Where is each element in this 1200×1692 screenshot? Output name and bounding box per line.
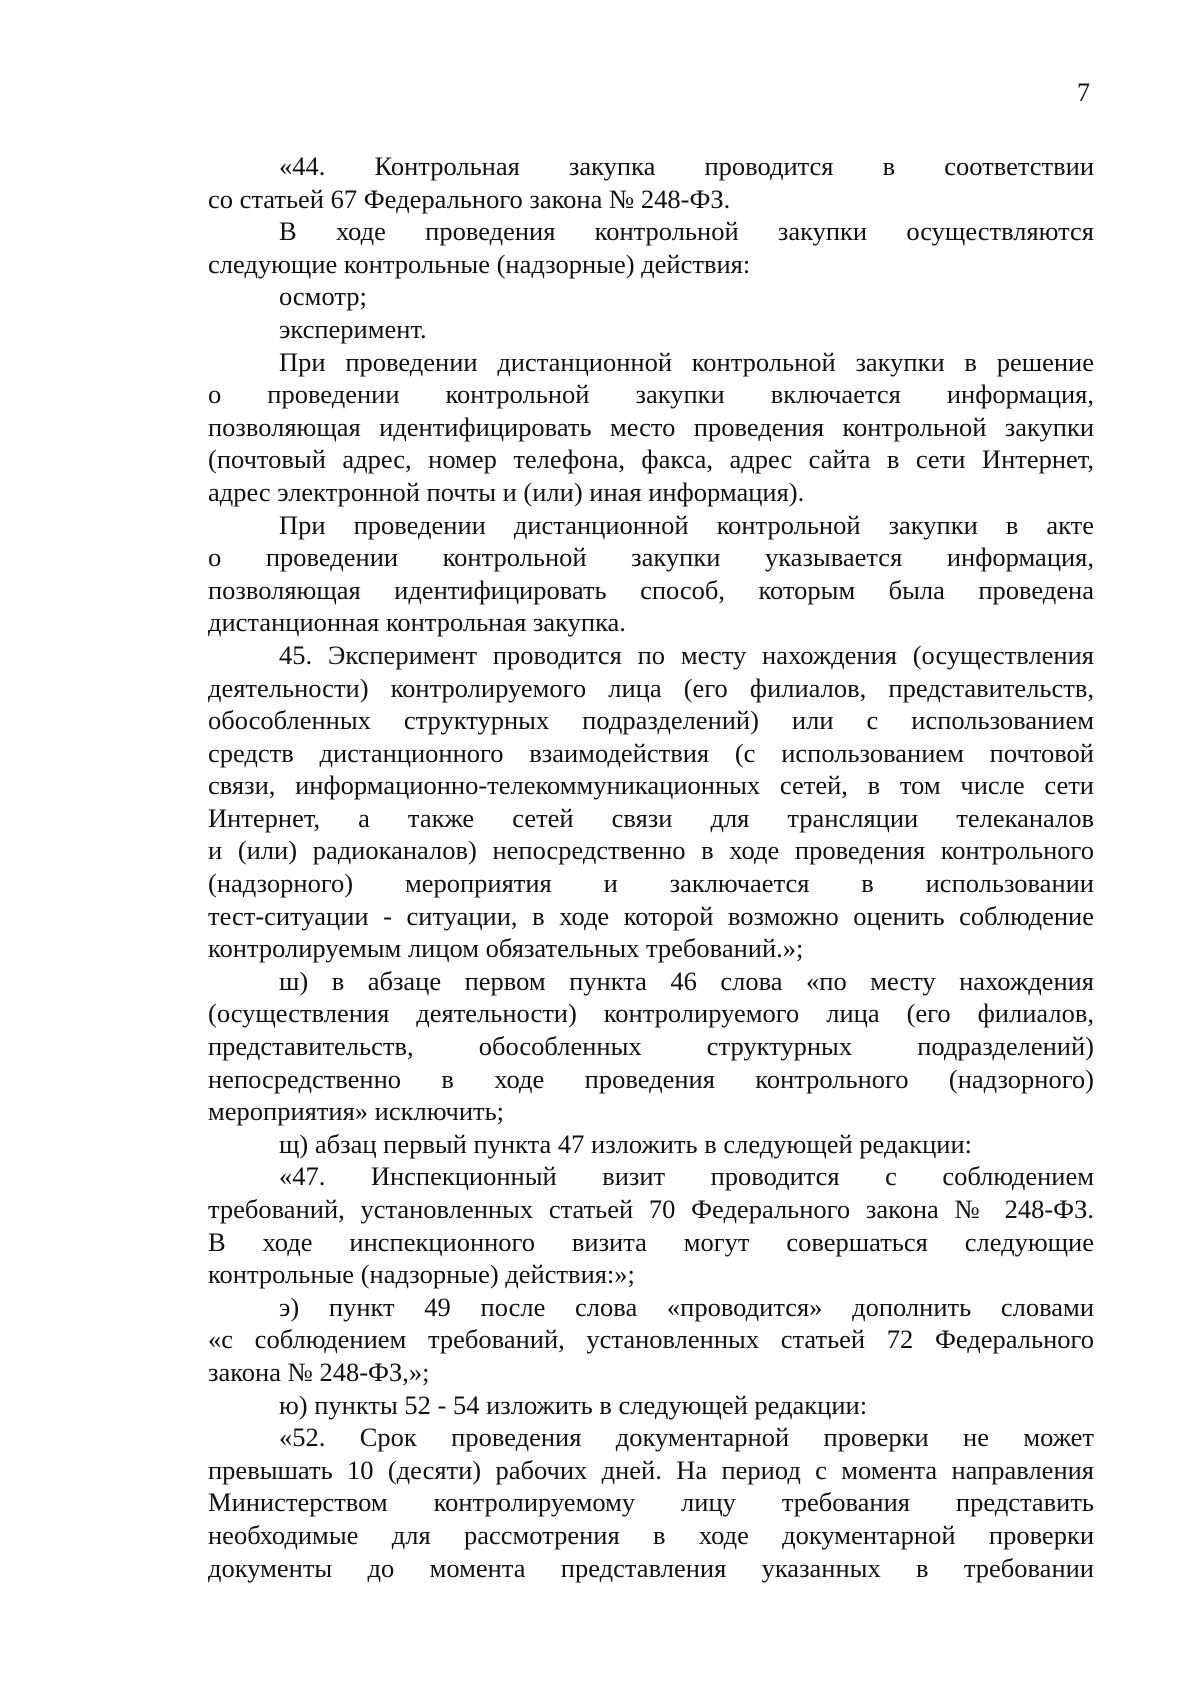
text-line: мероприятия» исключить; (208, 1096, 505, 1127)
text-line: дистанционная контрольная закупка. (208, 607, 626, 638)
text-line: о проведении контрольной закупки указывается информация, (208, 542, 1094, 573)
text-line: осмотр; (279, 281, 367, 312)
text-line: ю) пункты 52 - 54 изложить в следующей редакции: (279, 1389, 868, 1420)
text-line: э) пункт 49 после слова «проводится» дополнить словами (279, 1291, 1094, 1322)
text-line: связи, информационно-телекоммуникационных сетей, в том числе сети (208, 770, 1094, 801)
text-line: (надзорного) мероприятия и заключается в использовании (208, 868, 1094, 899)
text-line: В ходе проведения контрольной закупки осуществляются (279, 216, 1094, 247)
text-line: Министерством контролируемому лицу требования представить (208, 1487, 1094, 1518)
text-line: представительств, обособленных структурных подразделений) (208, 1031, 1094, 1062)
text-line: контролируемым лицом обязательных требований.»; (208, 933, 804, 964)
text-line: контрольные (надзорные) действия:»; (208, 1259, 635, 1290)
paragraph (208, 313, 1094, 346)
text-line: При проведении дистанционной контрольной закупки в акте (279, 509, 1094, 540)
text-line: закона № 248-ФЗ,»; (208, 1356, 430, 1387)
text-line: (осуществления деятельности) контролируемого лица (его филиалов, (208, 998, 1094, 1029)
text-line: деятельности) контролируемого лица (его филиалов, представительств, (208, 672, 1094, 703)
text-line: 45. Эксперимент проводится по месту нахождения (осуществления (279, 639, 1094, 670)
paragraph (208, 1291, 1094, 1389)
text-line: При проведении дистанционной контрольной закупки в решение (279, 346, 1094, 377)
text-line: средств дистанционного взаимодействия (с использованием почтовой (208, 737, 1094, 768)
text-line: «47. Инспекционный визит проводится с соблюдением (279, 1161, 1094, 1192)
paragraph (208, 1421, 1094, 1584)
text-line: В ходе инспекционного визита могут совершаться следующие (208, 1226, 1094, 1257)
text-line: тест-ситуации - ситуации, в ходе которой возможно оценить соблюдение (208, 900, 1094, 931)
text-line: и (или) радиоканалов) непосредственно в ходе проведения контрольного (208, 835, 1094, 866)
text-line: о проведении контрольной закупки включается информация, (208, 379, 1094, 410)
paragraph (208, 965, 1094, 1128)
paragraph (208, 1128, 1094, 1161)
paragraph (208, 280, 1094, 313)
text-line: «44. Контрольная закупка проводится в соответствии (279, 151, 1094, 181)
text-line: «52. Срок проведения документарной проверки не может (279, 1422, 1094, 1453)
text-line: следующие контрольные (надзорные) действия: (208, 248, 751, 279)
text-line: со статьей 67 Федерального закона № 248-ФЗ. (208, 183, 731, 214)
text-line: превышать 10 (десяти) рабочих дней. На период с момента направления (208, 1454, 1094, 1485)
text-line: требований, установленных статьей 70 Федерального закона № 248-ФЗ. (208, 1194, 1094, 1224)
text-line: Интернет, а также сетей связи для трансляции телеканалов (208, 802, 1094, 833)
paragraph (208, 150, 1094, 215)
text-line: эксперимент. (279, 313, 427, 344)
paragraph (208, 639, 1094, 965)
text-line: «с соблюдением требований, установленных статьей 72 Федерального (208, 1324, 1094, 1355)
document-body (208, 150, 1094, 1584)
text-line: непосредственно в ходе проведения контрольного (надзорного) (208, 1063, 1094, 1094)
text-line: позволяющая идентифицировать способ, которым была проведена (208, 574, 1094, 605)
text-line: документы до момента представления указанных в требовании (208, 1552, 1094, 1583)
text-line: адрес электронной почты и (или) иная информация). (208, 476, 805, 507)
text-line: (почтовый адрес, номер телефона, факса, адрес сайта в сети Интернет, (208, 444, 1094, 475)
paragraph (208, 509, 1094, 639)
paragraph (208, 1160, 1094, 1290)
paragraph (208, 215, 1094, 280)
text-line: обособленных структурных подразделений) или с использованием (208, 705, 1094, 736)
text-line: щ) абзац первый пункта 47 изложить в следующей редакции: (279, 1128, 972, 1159)
paragraph (208, 346, 1094, 509)
text-line: позволяющая идентифицировать место проведения контрольной закупки (208, 411, 1094, 442)
text-line: ш) в абзаце первом пункта 46 слова «по месту нахождения (279, 965, 1094, 996)
paragraph (208, 1389, 1094, 1422)
page-number: 7 (1077, 78, 1090, 107)
text-line: необходимые для рассмотрения в ходе документарной проверки (208, 1519, 1094, 1550)
